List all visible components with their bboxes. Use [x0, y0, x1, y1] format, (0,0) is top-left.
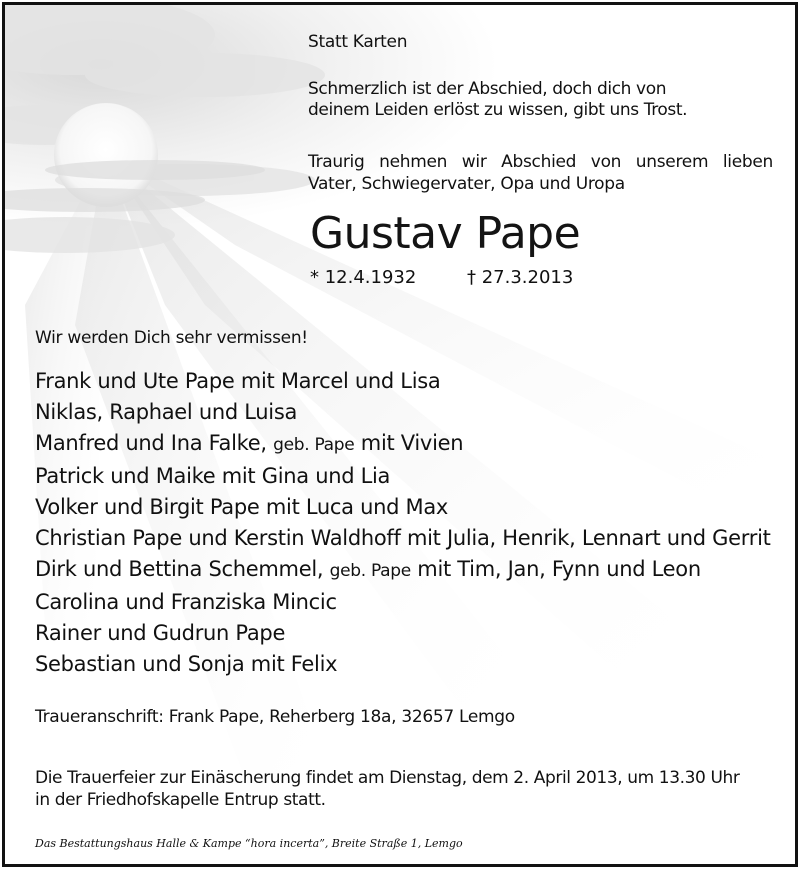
verse-text	[308, 79, 687, 121]
death-date: † 27.3.2013	[467, 267, 574, 288]
family-row: Carolina und Franziska Mincic	[35, 590, 337, 614]
birth-date: * 12.4.1932	[310, 267, 417, 288]
family-row: Christian Pape und Kerstin Waldhoff mit Julia, Henrik, Lennart und Gerrit	[35, 526, 771, 550]
family-row: Sebastian und Sonja mit Felix	[35, 652, 338, 676]
intro-line: Traurig nehmen wir Abschied von unserem lieben	[308, 152, 773, 172]
obituary-notice	[2, 2, 798, 867]
family-row: Patrick und Maike mit Gina und Lia	[35, 464, 391, 488]
family-row-part: Dirk und Bettina Schemmel,	[35, 557, 330, 581]
ceremony-line: in der Friedhofskapelle Entrup statt.	[35, 790, 326, 810]
family-row	[35, 554, 771, 587]
family-row-part: mit Tim, Jan, Fynn und Leon	[410, 557, 701, 581]
miss-text: Wir werden Dich sehr vermissen!	[35, 328, 308, 348]
family-row	[35, 428, 771, 461]
family-list	[35, 366, 771, 680]
statt-karten-label: Statt Karten	[308, 32, 408, 52]
ceremony-info	[35, 767, 739, 811]
verse-line: Schmerzlich ist der Abschied, doch dich von	[308, 79, 667, 99]
funeral-home-credit: Das Bestattungshaus Halle & Kampe “hora incerta”, Breite Straße 1, Lemgo	[35, 837, 463, 850]
verse-line: deinem Leiden erlöst zu wissen, gibt uns Trost.	[308, 100, 688, 120]
deceased-name: Gustav Pape	[310, 208, 581, 259]
family-row: Volker und Birgit Pape mit Luca und Max	[35, 495, 449, 519]
maiden-name: geb. Pape	[273, 435, 355, 455]
family-row: Niklas, Raphael und Luisa	[35, 400, 298, 424]
family-row: Frank und Ute Pape mit Marcel und Lisa	[35, 369, 441, 393]
intro-line: Vater, Schwiegervater, Opa und Uropa	[308, 174, 625, 194]
maiden-name: geb. Pape	[329, 561, 411, 581]
family-row: Rainer und Gudrun Pape	[35, 621, 286, 645]
family-row-part: Manfred und Ina Falke,	[35, 431, 274, 455]
intro-text	[308, 151, 773, 195]
mourning-address: Traueranschrift: Frank Pape, Reherberg 18a, 32657 Lemgo	[35, 707, 515, 727]
ceremony-line: Die Trauerfeier zur Einäscherung findet am Dienstag, dem 2. April 2013, um 13.30 Uhr	[35, 768, 740, 788]
life-dates	[310, 267, 574, 288]
family-row-part: mit Vivien	[354, 431, 464, 455]
